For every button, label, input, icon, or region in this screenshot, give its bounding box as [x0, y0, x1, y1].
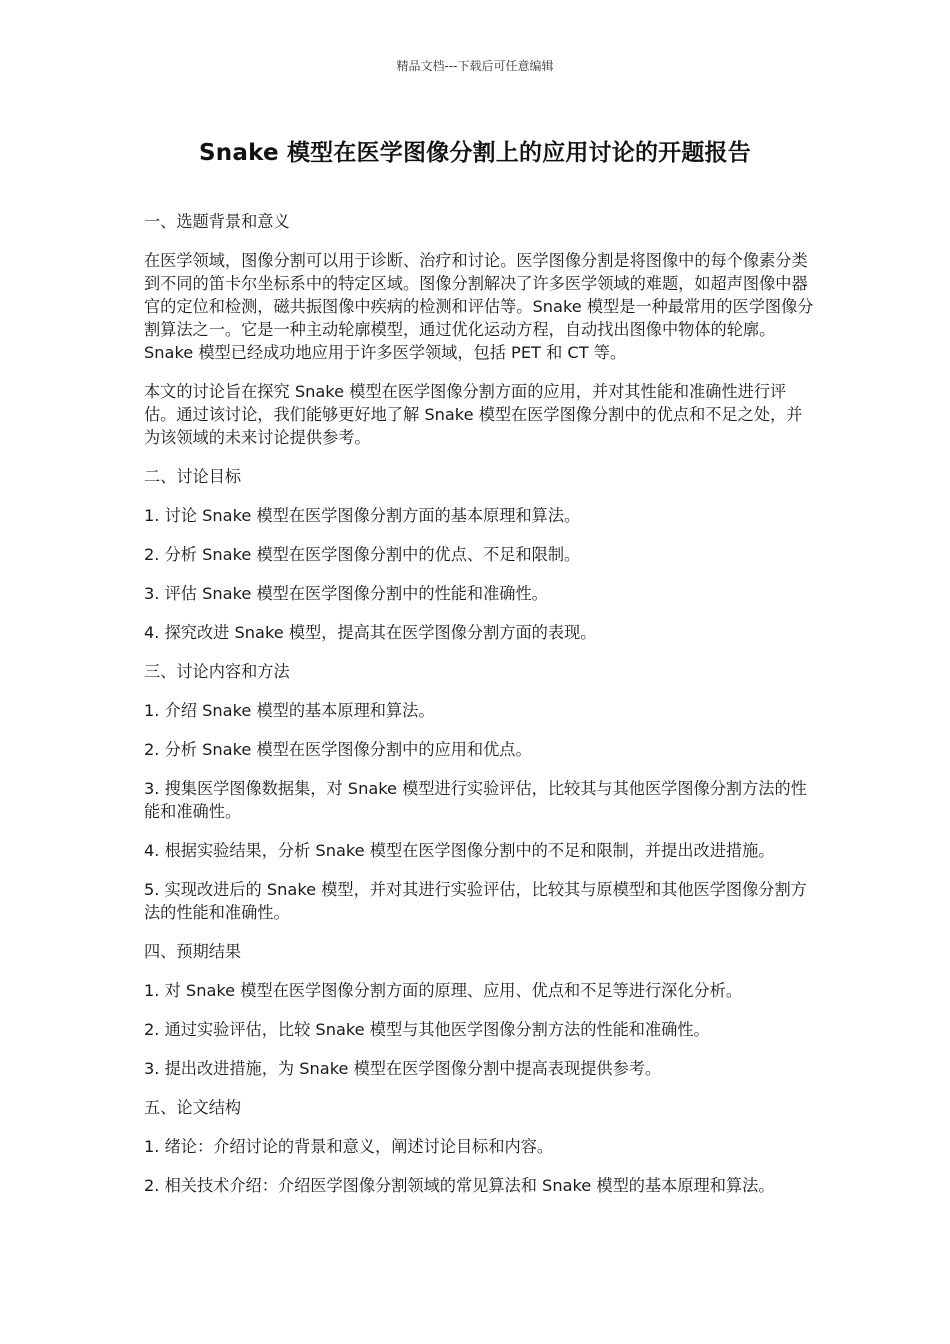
method-item: 5. 实现改进后的 Snake 模型，并对其进行实验评估，比较其与原模型和其他医学图像分割方法的性能和准确性。	[144, 880, 807, 922]
result-item: 3. 提出改进措施，为 Snake 模型在医学图像分割中提高表现提供参考。	[144, 1059, 662, 1078]
document-body	[144, 210, 814, 1213]
section-heading-background: 一、选题背景和意义	[144, 212, 290, 231]
document-title: Snake 模型在医学图像分割上的应用讨论的开题报告	[199, 140, 751, 166]
goal-item: 4. 探究改进 Snake 模型，提高其在医学图像分割方面的表现。	[144, 623, 597, 642]
goal-item: 3. 评估 Snake 模型在医学图像分割中的性能和准确性。	[144, 584, 548, 603]
structure-item: 1. 绪论：介绍讨论的背景和意义，阐述讨论目标和内容。	[144, 1137, 554, 1156]
header-note: 精品文档---下载后可任意编辑	[396, 59, 554, 73]
section-heading-expected-results: 四、预期结果	[144, 942, 242, 961]
result-item: 2. 通过实验评估，比较 Snake 模型与其他医学图像分割方法的性能和准确性。	[144, 1020, 710, 1039]
goal-item: 1. 讨论 Snake 模型在医学图像分割方面的基本原理和算法。	[144, 506, 581, 525]
background-paragraph-2: 本文的讨论旨在探究 Snake 模型在医学图像分割方面的应用，并对其性能和准确性进行评估。通过该讨论，我们能够更好地了解 Snake 模型在医学图像分割中的优点和不足之处，并为该领域的未来讨论提供参考。	[144, 382, 803, 447]
method-item: 3. 搜集医学图像数据集，对 Snake 模型进行实验评估，比较其与其他医学图像分割方法的性能和准确性。	[144, 779, 807, 821]
method-item: 2. 分析 Snake 模型在医学图像分割中的应用和优点。	[144, 740, 532, 759]
section-heading-content-methods: 三、讨论内容和方法	[144, 662, 290, 681]
method-item: 4. 根据实验结果，分析 Snake 模型在医学图像分割中的不足和限制，并提出改进措施。	[144, 841, 775, 860]
goal-item: 2. 分析 Snake 模型在医学图像分割中的优点、不足和限制。	[144, 545, 581, 564]
result-item: 1. 对 Snake 模型在医学图像分割方面的原理、应用、优点和不足等进行深化分析。	[144, 981, 743, 1000]
structure-item: 2. 相关技术介绍：介绍医学图像分割领域的常见算法和 Snake 模型的基本原理和算法。	[144, 1176, 775, 1195]
method-item: 1. 介绍 Snake 模型的基本原理和算法。	[144, 701, 435, 720]
background-paragraph-1: 在医学领域，图像分割可以用于诊断、治疗和讨论。医学图像分割是将图像中的每个像素分类到不同的笛卡尔坐标系中的特定区域。图像分割解决了许多医学领域的难题，如超声图像中器官的定位和检测，磁共振图像中疾病的检测和评估等。Snake 模型是一种最常用的医学图像分割算法之一。它是一种主动轮廓模型，通过优化运动方程，自动找出图像中物体的轮廓。Snake 模型已经成功地应用于许多医学领域，包括 PET 和 CT 等。	[144, 251, 814, 362]
section-heading-goals: 二、讨论目标	[144, 467, 242, 486]
section-heading-thesis-structure: 五、论文结构	[144, 1098, 242, 1117]
